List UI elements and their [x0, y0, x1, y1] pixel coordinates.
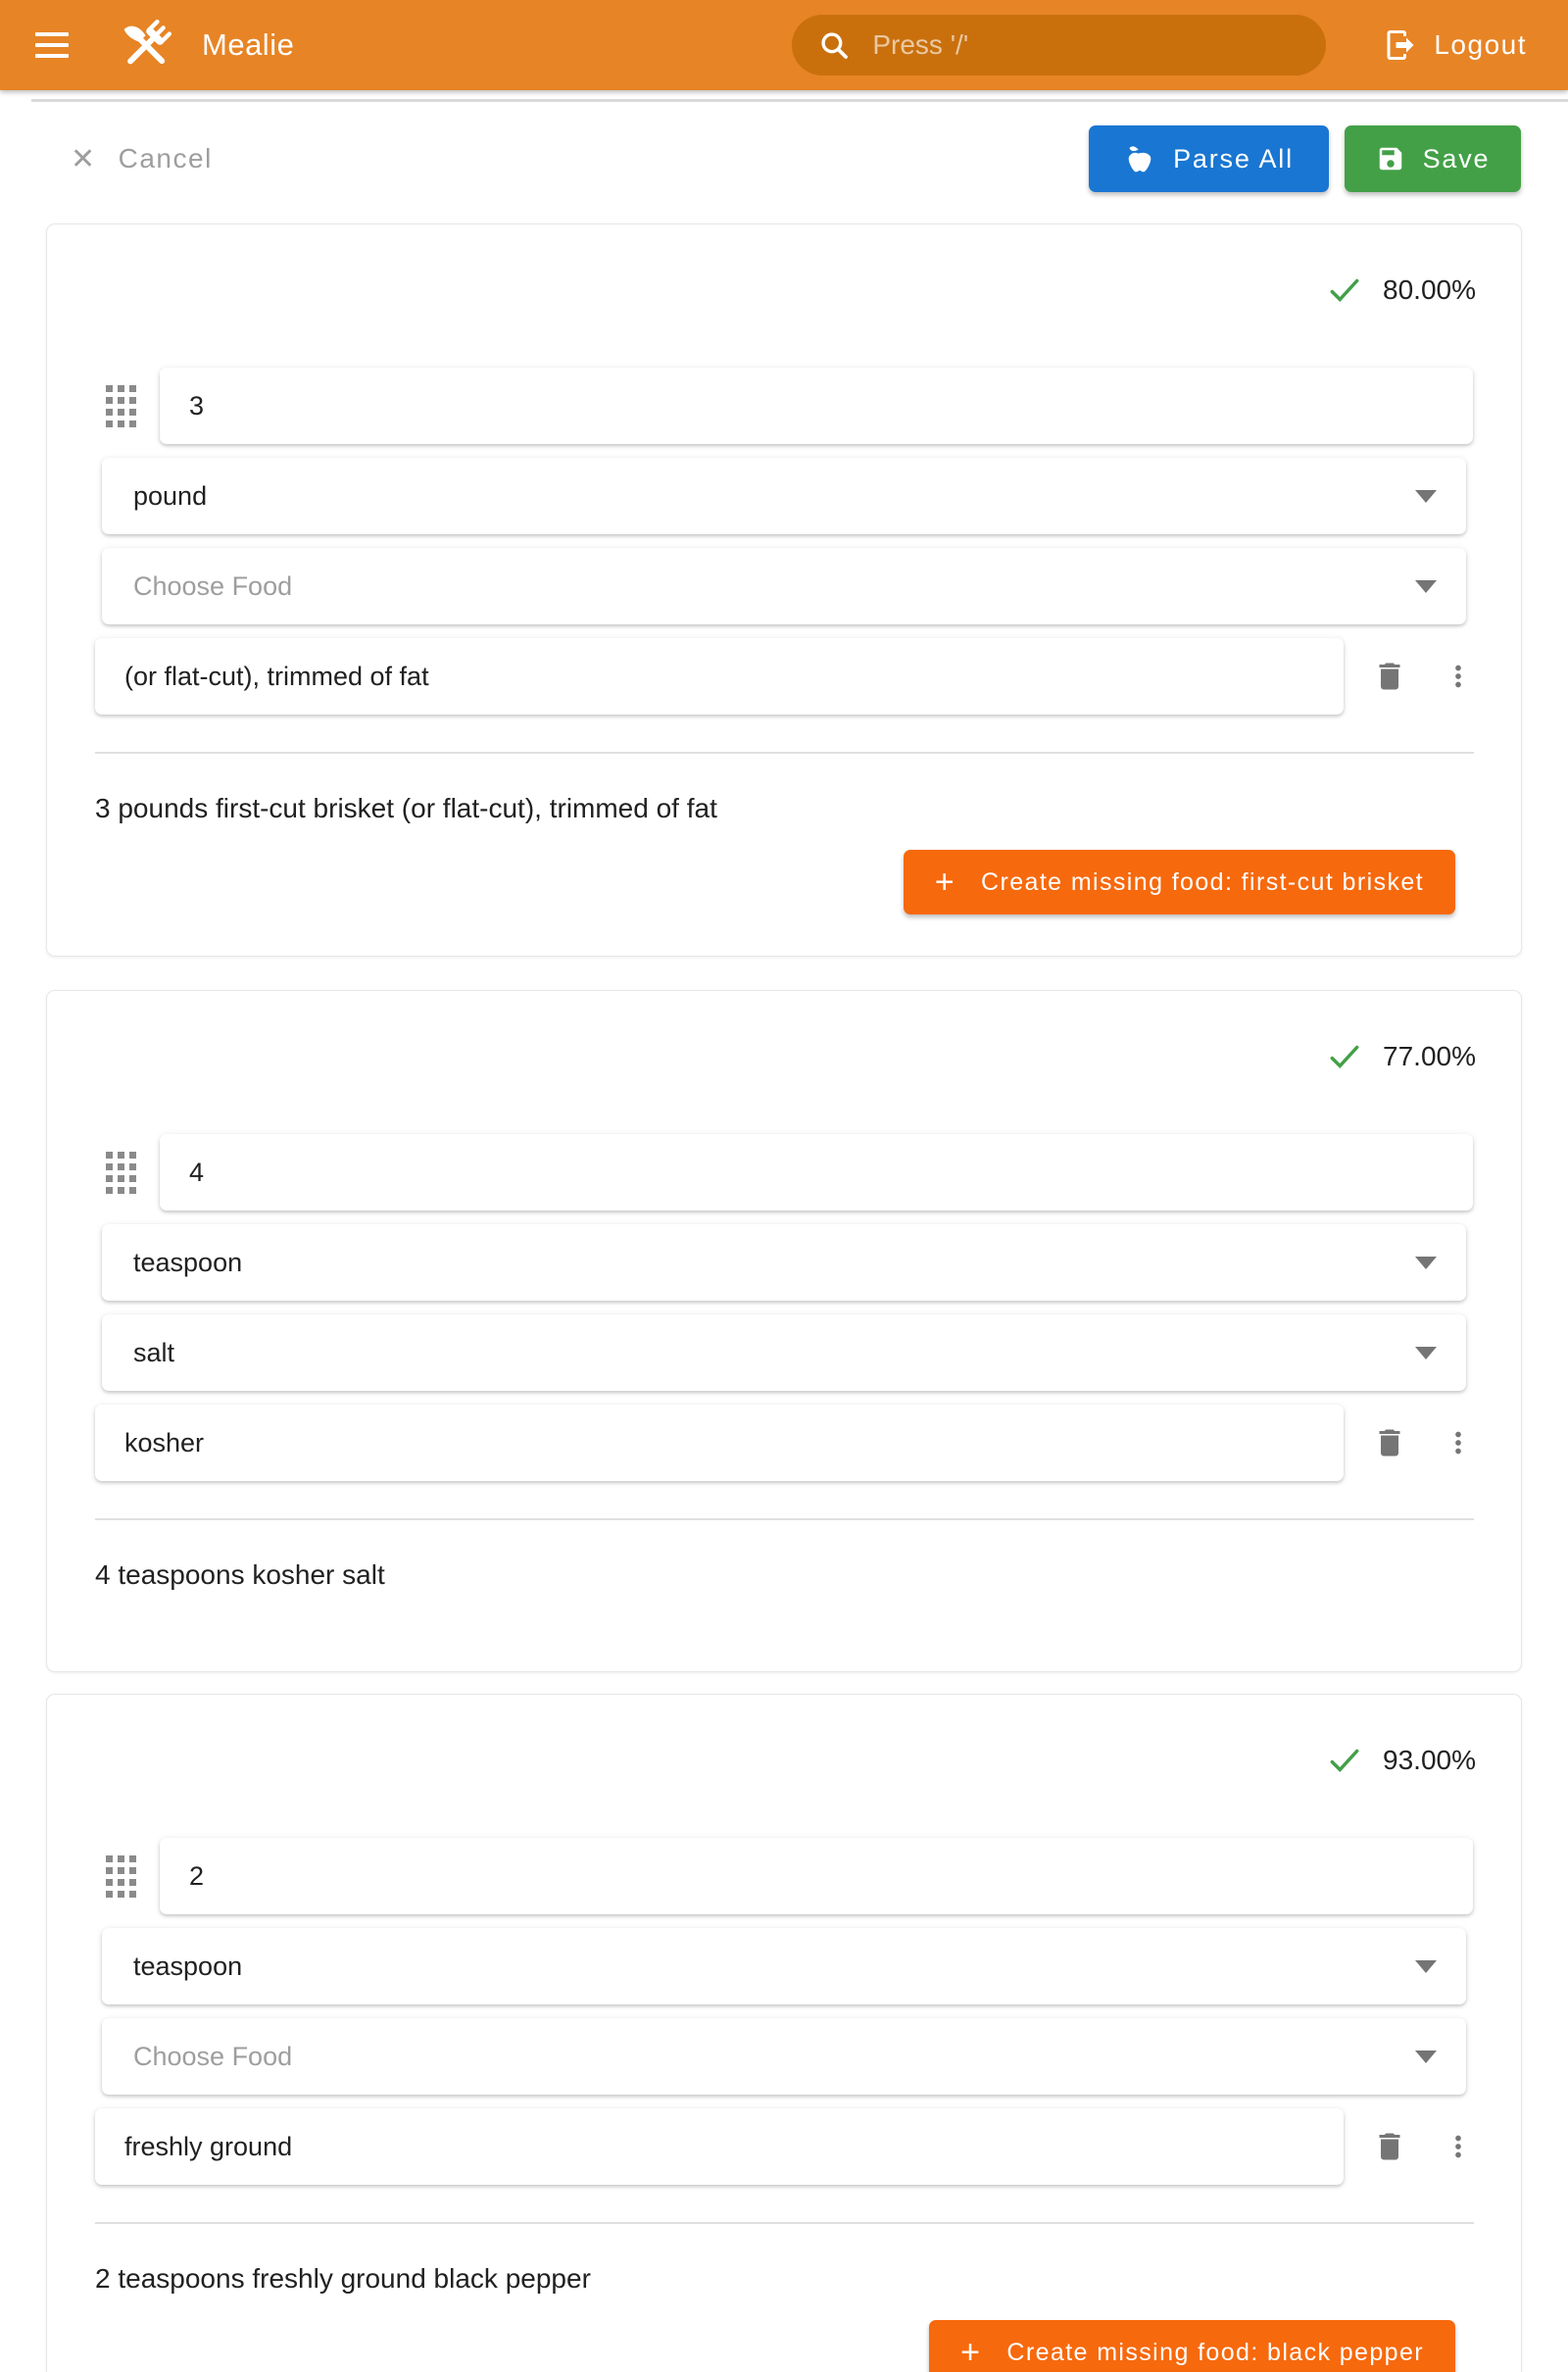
close-icon: ✕ — [71, 142, 97, 175]
quantity-input[interactable] — [160, 368, 1473, 444]
create-missing-food-button[interactable] — [904, 850, 1455, 914]
trash-icon — [1372, 659, 1407, 694]
ingredient-card — [46, 223, 1522, 957]
logout-label: Logout — [1434, 29, 1527, 60]
ingredient-card — [46, 990, 1522, 1672]
create-missing-food-label: Create missing food: first-cut brisket — [981, 867, 1424, 896]
drag-handle-icon[interactable] — [106, 381, 143, 430]
menu-icon[interactable] — [35, 25, 74, 65]
delete-button[interactable] — [1368, 1421, 1411, 1464]
editor-toolbar — [47, 125, 1521, 192]
confidence-row — [47, 1695, 1521, 1779]
food-select[interactable] — [102, 1314, 1466, 1391]
food-select[interactable] — [102, 2018, 1466, 2095]
check-icon — [1326, 1038, 1363, 1075]
dots-vertical-icon — [1442, 1426, 1475, 1459]
food-placeholder: Choose Food — [133, 570, 293, 601]
note-input[interactable] — [95, 2108, 1344, 2185]
more-menu-button[interactable] — [1437, 655, 1480, 698]
app-title: Mealie — [202, 27, 295, 62]
unit-select[interactable] — [102, 1928, 1466, 2004]
quantity-input[interactable] — [160, 1134, 1473, 1211]
divider — [95, 1518, 1474, 1520]
caret-down-icon — [1415, 580, 1437, 593]
apple-icon — [1124, 143, 1155, 174]
trash-icon — [1372, 1425, 1407, 1460]
food-select[interactable] — [102, 548, 1466, 624]
logout-icon — [1383, 27, 1418, 63]
cancel-label: Cancel — [118, 143, 213, 173]
mealie-logo-icon — [116, 15, 176, 75]
caret-down-icon — [1415, 490, 1437, 503]
parse-all-button[interactable] — [1089, 125, 1329, 192]
confidence-row — [47, 224, 1521, 309]
drag-handle-icon[interactable] — [106, 1148, 143, 1197]
parse-all-label: Parse All — [1173, 143, 1294, 173]
check-icon — [1326, 272, 1363, 309]
unit-value: pound — [133, 480, 208, 511]
ingredient-card — [46, 1694, 1522, 2372]
note-input[interactable] — [95, 1405, 1344, 1481]
trash-icon — [1372, 2129, 1407, 2164]
caret-down-icon — [1415, 2051, 1437, 2063]
save-icon — [1376, 144, 1405, 173]
more-menu-button[interactable] — [1437, 1421, 1480, 1464]
save-label: Save — [1422, 143, 1491, 173]
note-input[interactable] — [95, 638, 1344, 715]
delete-button[interactable] — [1368, 2125, 1411, 2168]
quantity-input[interactable] — [160, 1838, 1473, 1914]
search-icon — [817, 28, 851, 62]
page-top-divider — [31, 99, 1568, 102]
save-button[interactable] — [1345, 125, 1521, 192]
caret-down-icon — [1415, 1347, 1437, 1359]
logout-button[interactable] — [1383, 27, 1527, 63]
app-header — [0, 0, 1568, 90]
unit-value: teaspoon — [133, 1951, 243, 1981]
plus-icon: + — [934, 864, 956, 901]
create-missing-food-label: Create missing food: black pepper — [1006, 2338, 1424, 2366]
unit-value: teaspoon — [133, 1247, 243, 1277]
caret-down-icon — [1415, 1257, 1437, 1269]
food-value: salt — [133, 1337, 175, 1367]
divider — [95, 752, 1474, 754]
divider — [95, 2222, 1474, 2224]
food-placeholder: Choose Food — [133, 2041, 293, 2071]
dots-vertical-icon — [1442, 660, 1475, 693]
search-input[interactable] — [872, 29, 1300, 61]
plus-icon: + — [960, 2334, 982, 2371]
confidence-value: 93.00% — [1383, 1745, 1476, 1775]
unit-select[interactable] — [102, 458, 1466, 534]
search-bar[interactable] — [792, 15, 1326, 75]
more-menu-button[interactable] — [1437, 2125, 1480, 2168]
confidence-value: 80.00% — [1383, 274, 1476, 305]
check-icon — [1326, 1742, 1363, 1779]
delete-button[interactable] — [1368, 655, 1411, 698]
confidence-row — [47, 991, 1521, 1075]
confidence-value: 77.00% — [1383, 1041, 1476, 1071]
original-ingredient-text: 4 teaspoons kosher salt — [95, 1559, 385, 1590]
original-ingredient-text: 2 teaspoons freshly ground black pepper — [95, 2263, 591, 2294]
dots-vertical-icon — [1442, 2130, 1475, 2163]
drag-handle-icon[interactable] — [106, 1852, 143, 1901]
caret-down-icon — [1415, 1960, 1437, 1973]
unit-select[interactable] — [102, 1224, 1466, 1301]
create-missing-food-button[interactable] — [929, 2320, 1455, 2372]
original-ingredient-text: 3 pounds first-cut brisket (or flat-cut), trimmed of fat — [95, 793, 717, 823]
cancel-button[interactable] — [71, 142, 213, 176]
